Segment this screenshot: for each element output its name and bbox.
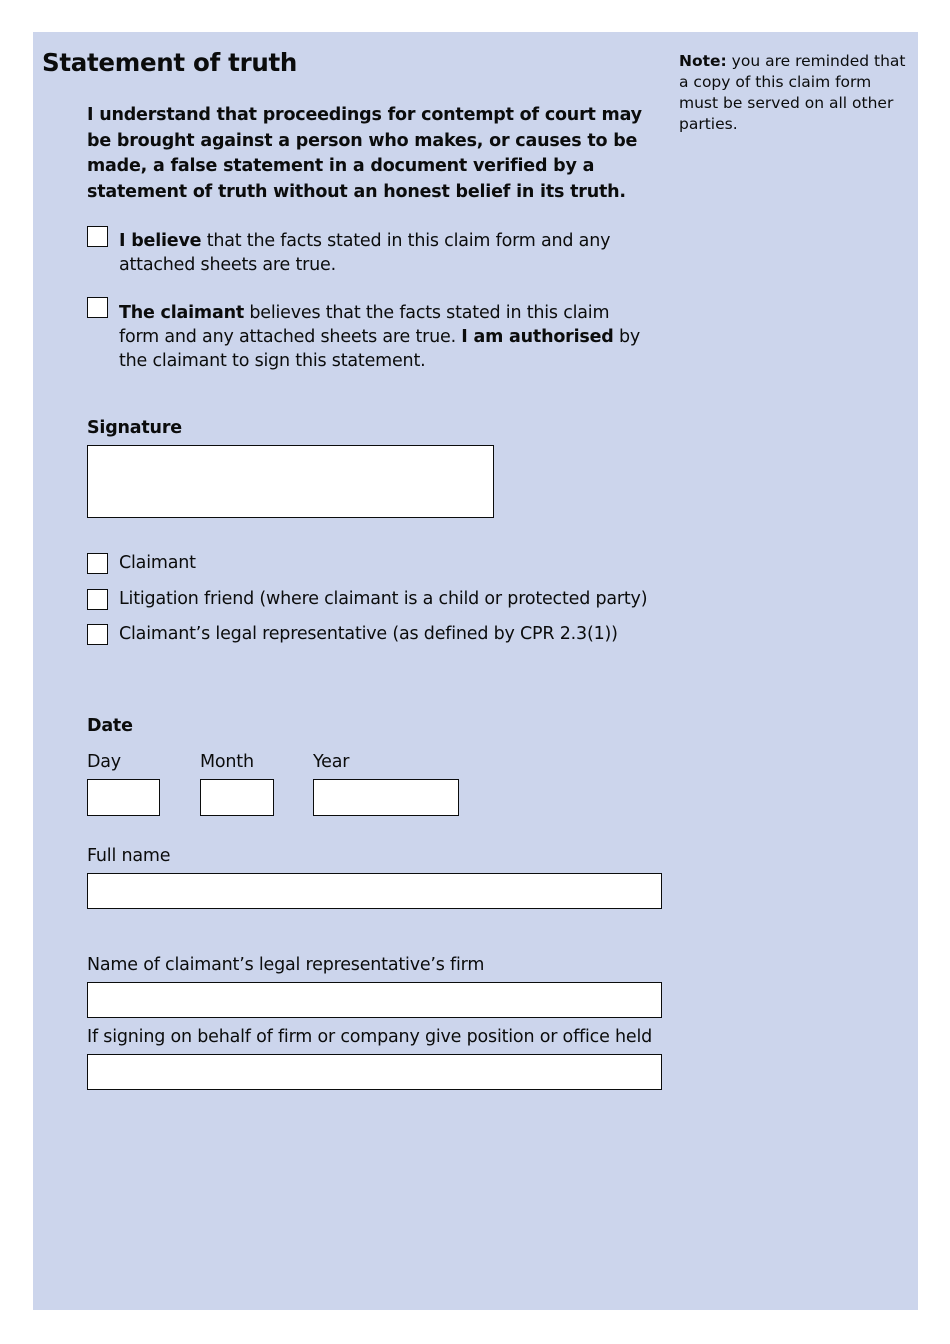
full-name-input[interactable] [87, 873, 662, 909]
claimant-mid: believes that the facts stated in this claim form and any attached sheets are true. [119, 303, 610, 347]
year-input[interactable] [313, 779, 459, 816]
note-text: you are reminded that a copy of this claim form must be served on all other parties. [679, 52, 906, 133]
year-label: Year [313, 752, 350, 772]
firm-name-label: Name of claimant’s legal representative’s firm [87, 955, 485, 975]
litigation-friend-label: Litigation friend (where claimant is a child or protected party) [119, 589, 648, 609]
day-input[interactable] [87, 779, 160, 816]
signature-label: Signature [87, 418, 182, 438]
litigation-friend-checkbox[interactable] [87, 589, 108, 610]
month-label: Month [200, 752, 254, 772]
position-input[interactable] [87, 1054, 662, 1090]
statement-of-truth-panel [33, 32, 918, 1310]
legal-representative-label: Claimant’s legal representative (as defined by CPR 2.3(1)) [119, 624, 618, 644]
claimant-believes-checkbox[interactable] [87, 297, 108, 318]
day-label: Day [87, 752, 121, 772]
side-note [679, 51, 911, 135]
section-title: Statement of truth [42, 48, 298, 77]
i-believe-checkbox[interactable] [87, 226, 108, 247]
claimant-role-checkbox[interactable] [87, 553, 108, 574]
date-label: Date [87, 716, 133, 736]
month-input[interactable] [200, 779, 274, 816]
i-believe-rest: that the facts stated in this claim form and any attached sheets are true. [119, 231, 611, 275]
i-believe-bold: I believe [119, 231, 202, 251]
contempt-warning: I understand that proceedings for contempt of court may be brought against a person who makes, or causes to be made, a false statement in a document verified by a statement of truth without an honest belief in its truth. [87, 105, 642, 202]
i-believe-statement [119, 229, 654, 277]
legal-representative-checkbox[interactable] [87, 624, 108, 645]
firm-name-input[interactable] [87, 982, 662, 1018]
position-label: If signing on behalf of firm or company give position or office held [87, 1027, 653, 1047]
claimant-role-label: Claimant [119, 553, 196, 573]
signature-field[interactable] [87, 445, 494, 518]
claimant-believes-statement [119, 301, 654, 373]
claimant-rest: by the claimant to sign this statement. [119, 327, 641, 371]
full-name-label: Full name [87, 846, 171, 866]
claimant-bold: The claimant [119, 303, 245, 323]
note-lead: Note: [679, 52, 727, 70]
authorised-bold: I am authorised [461, 327, 614, 347]
